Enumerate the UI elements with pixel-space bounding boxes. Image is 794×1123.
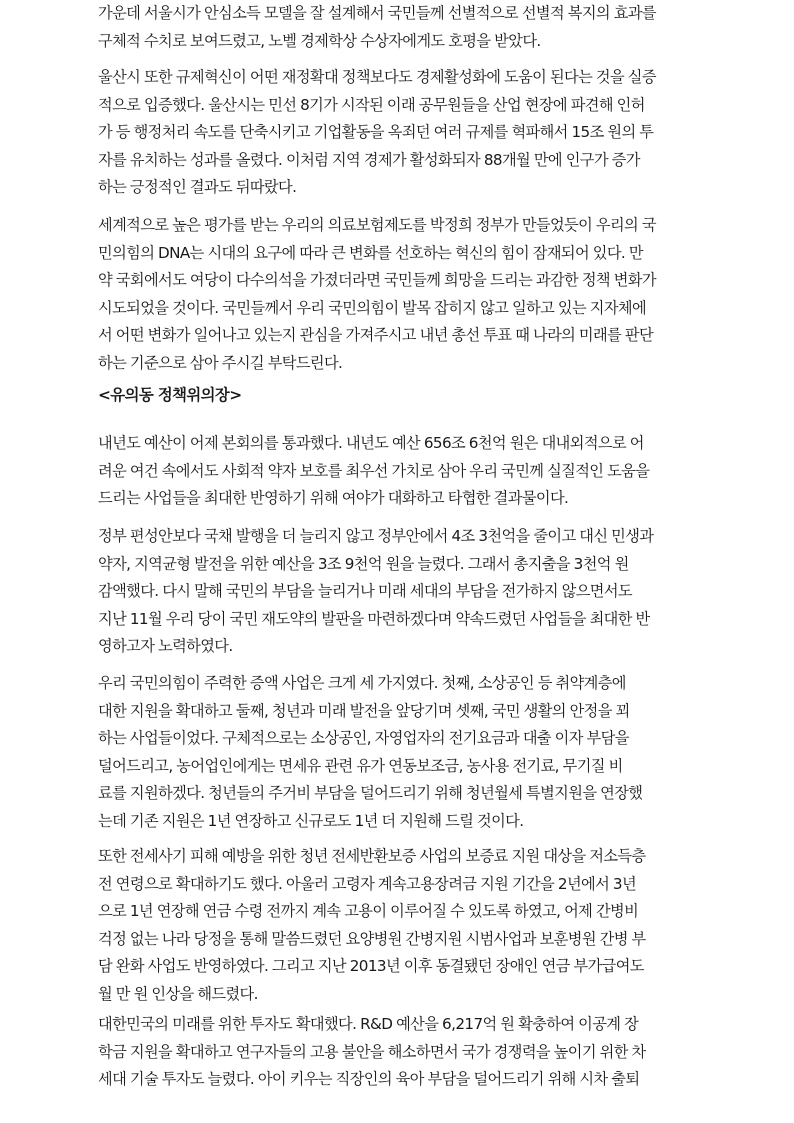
paragraph-line: 약자, 지역균형 발전을 위한 예산을 3조 9천억 원을 늘렸다. 그래서 총지출을 3천억 원: [98, 554, 629, 573]
paragraph-line: 담 완화 사업도 반영하였다. 그리고 지난 2013년 이후 동결됐던 장애인 연금 부가급여도: [98, 957, 644, 976]
paragraph-line: 하는 사업들이었다. 구체적으로는 소상공인, 자영업자의 전기요금과 대출 이자 부담을: [98, 729, 629, 748]
paragraph-line: 걱정 없는 나라 당정을 통해 말씀드렸던 요양병원 간병지원 시범사업과 보훈병원 간병 부: [98, 929, 646, 948]
paragraph-line: 월 만 원 인상을 해드렸다.: [98, 984, 258, 1003]
paragraph-line: 서 어떤 변화가 일어나고 있는지 관심을 가져주시고 내년 총선 투표 때 나라의 미래를 판단: [98, 326, 654, 345]
paragraph-line: 지난 11월 우리 당이 국민 재도약의 발판을 마련하겠다며 약속드렸던 사업들을 최대한 반: [98, 609, 650, 628]
paragraph-line: 려운 여건 속에서도 사회적 약자 보호를 최우선 가치로 삼아 우리 국민께 실질적인 도움을: [98, 461, 650, 480]
paragraph: [98, 843, 698, 1009]
paragraph: [98, 430, 698, 513]
section-heading: <유의동 정책위의장>: [98, 386, 242, 404]
paragraph: [98, 1011, 698, 1094]
paragraph-line: 료를 지원하겠다. 청년들의 주거비 부담을 덜어드리기 위해 청년월세 특별지원을 연장했: [98, 784, 643, 803]
paragraph: [98, 64, 698, 202]
paragraph-line: 민의힘의 DNA는 시대의 요구에 따라 큰 변화를 선호하는 혁신의 힘이 잠재되어 있다. 만: [98, 243, 643, 262]
paragraph-line: 영하고자 노력하였다.: [98, 637, 233, 656]
paragraph-line: 약 국회에서도 여당이 다수의석을 가졌더라면 국민들께 희망을 드리는 과감한 정책 변화가: [98, 271, 656, 290]
paragraph-line: 정부 편성안보다 국채 발행을 더 늘리지 않고 정부안에서 4조 3천억을 줄이고 대신 민생과: [98, 527, 654, 545]
paragraph-line: 세대 기술 투자도 늘렸다. 아이 키우는 직장인의 육아 부담을 덜어드리기 위해 시차 출퇴: [98, 1070, 640, 1089]
paragraph-line: 울산시 또한 규제혁신이 어떤 재정확대 정책보다도 경제활성화에 도움이 된다는 것을 실증: [98, 68, 656, 86]
paragraph: [98, 670, 698, 836]
paragraph-line: 적으로 입증했다. 울산시는 민선 8기가 시작된 이래 공무원들을 산업 현장에 파견해 인허: [98, 95, 645, 114]
paragraph-line: 자를 유치하는 성과를 올렸다. 이처럼 지역 경제가 활성화되자 88개월 만에 인구가 증가: [98, 150, 640, 169]
paragraph-line: 는데 기존 지원은 1년 연장하고 신규로도 1년 더 지원해 드릴 것이다.: [98, 811, 524, 830]
paragraph-line: 구체적 수치로 보여드렸고, 노벨 경제학상 수상자에게도 호평을 받았다.: [98, 31, 541, 50]
paragraph-line: 대한민국의 미래를 위한 투자도 확대했다. R&D 예산을 6,217억 원 확충하여 이공계 장: [98, 1015, 639, 1033]
paragraph-line: 덜어드리고, 농어업인에게는 면세유 관련 유가 연동보조금, 농사용 전기료, 무기질 비: [98, 756, 623, 775]
paragraph: [98, 212, 698, 378]
paragraph: [98, 0, 698, 55]
paragraph-line: 세계적으로 높은 평가를 받는 우리의 의료보험제도를 박정희 정부가 만들었듯이 우리의 국: [98, 216, 656, 234]
paragraph-line: 으로 1년 연장해 연금 수령 전까지 계속 고용이 이루어질 수 있도록 하였고, 어제 간병비: [98, 902, 639, 921]
paragraph-line: 시도되었을 것이다. 국민들께서 우리 국민의힘이 발목 잡히지 않고 일하고 있는 지자체에: [98, 298, 647, 317]
paragraph-line: 가운데 서울시가 안심소득 모델을 잘 설계해서 국민들께 선별적으로 선별적 복지의 효과를: [98, 4, 656, 22]
paragraph-line: 또한 전세사기 피해 예방을 위한 청년 전세반환보증 사업의 보증료 지원 대상을 저소득층: [98, 847, 646, 865]
paragraph-line: 하는 긍정적인 결과도 뒤따랐다.: [98, 178, 297, 197]
paragraph-line: 우리 국민의힘이 주력한 증액 사업은 크게 세 가지였다. 첫째, 소상공인 등 취약계층에: [98, 674, 626, 692]
paragraph-line: 대한 지원을 확대하고 둘째, 청년과 미래 발전을 앞당기며 셋째, 국민 생활의 안정을 꾀: [98, 701, 630, 720]
paragraph-line: 전 연령으로 확대하기도 했다. 아울러 고령자 계속고용장려금 지원 기간을 2년에서 3년: [98, 874, 637, 893]
paragraph-line: 감액했다. 다시 말해 국민의 부담을 늘리거나 미래 세대의 부담을 전가하지 않으면서도: [98, 582, 632, 601]
paragraph-line: 내년도 예산이 어제 본회의를 통과했다. 내년도 예산 656조 6천억 원은 대내외적으로 어: [98, 434, 644, 452]
paragraph: [98, 523, 698, 661]
paragraph-line: 학금 지원을 확대하고 연구자들의 고용 불안을 해소하면서 국가 경쟁력을 높이기 위한 차: [98, 1042, 646, 1061]
paragraph-line: 드리는 사업들을 최대한 반영하기 위해 여야가 대화하고 타협한 결과물이다.: [98, 489, 569, 508]
paragraph-line: 하는 기준으로 삼아 주시길 부탁드린다.: [98, 353, 343, 372]
paragraph-line: 가 등 행정처리 속도를 단축시키고 기업활동을 옥죄던 여러 규제를 혁파해서 15조 원의 투: [98, 123, 654, 142]
